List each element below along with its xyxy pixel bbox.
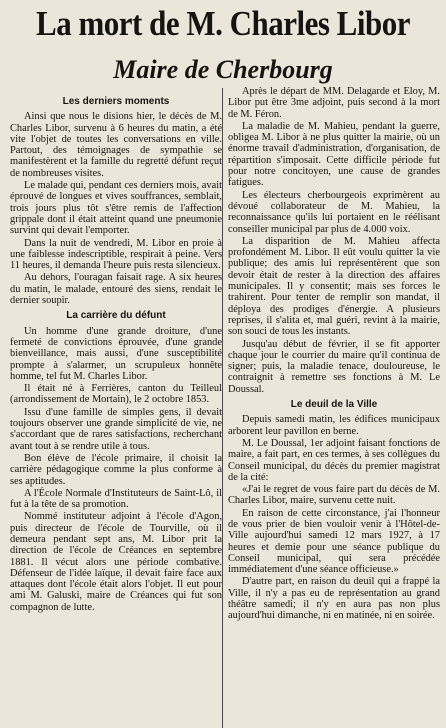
paragraph: A l'École Normale d'Instituteurs de Saint-Lô, il fut à la tête de sa promotion.	[10, 487, 222, 511]
section-heading: Les derniers moments	[62, 96, 170, 107]
paragraph: Dans la nuit de vendredi, M. Libor en proie à une faiblesse indescriptible, respirait à peine. Vers 11 heures, il demanda l'heure puis resta silencieux.	[10, 237, 222, 272]
paragraph: Jusqu'au début de février, il se fit apporter chaque jour le courrier du maire qu'il continua de signer; puis, la maladie tenace, douloureuse, le contraignit à remettre ses fonctions à M. Le Doussal.	[228, 338, 440, 395]
paragraph: D'autre part, en raison du deuil qui a frappé la Ville, il n'y a pas eu de représentation au grand théâtre samedi; il n'y en aura pas non plus aujourd'hui dimanche, ni en matinée, ni en soirée.	[228, 576, 440, 622]
paragraph: M. Le Doussal, 1er adjoint faisant fonctions de maire, a fait part, en ces termes, à ses collègues du Conseil municipal, du décès du premier magistrat de la cité:	[228, 437, 440, 483]
paragraph: «J'ai le regret de vous faire part du décès de M. Charles Libor, maire, survenu cette nuit.	[228, 484, 440, 507]
right-column	[228, 86, 440, 726]
section-heading: Le deuil de la Ville	[290, 399, 378, 411]
paragraph: Un homme d'une grande droiture, d'une fermeté de convictions éprouvée, d'une grande bienveillance, mais aussi, d'une susceptibilité prompte à s'alarmer, un scrupuleux honnête homme, tel fut M. Charles Libor.	[10, 325, 222, 382]
column-divider	[222, 88, 223, 728]
headline: La mort de M. Charles Libor	[36, 3, 410, 44]
section-heading: La carrière du défunt	[66, 310, 166, 322]
paragraph: Il était né à Ferrières, canton du Teilleul (arrondissement de Mortain), le 2 octobre 1853.	[10, 383, 222, 406]
paragraph: En raison de cette circonstance, j'ai l'honneur de vous prier de bien vouloir venir à l'Hôtel-de-Ville aujourd'hui samedi 12 mars 1927, à 17 heures et demie pour une séance publique du Conseil municipal, qui sera précédée immédiatement d'une séance officieuse.»	[228, 507, 440, 576]
paragraph: Bon élève de l'école primaire, il choisit la carrière pédagogique comme la plus conforme à ses aptitudes.	[10, 452, 222, 487]
subheadline: Maire de Cherbourg	[113, 55, 333, 84]
paragraph: La disparition de M. Mahieu affecta profondément M. Libor. Il eût voulu quitter la vie publique; des amis lui représentèrent que son devoir était de rester à la direction des affaires municipales. Il y consentit; mais ses forces le trahirent. Pour tenter de remplir son mandat, il déploya des prodiges d'énergie. A plusieurs reprises, il s'alita et, mal guéri, revint à la mairie, son souci de tous les instants.	[228, 235, 440, 338]
paragraph: Nommé instituteur adjoint à l'école d'Agon, puis directeur de l'école de Tourville, où il demeura pendant sept ans, M. Libor prit la direction de l'école de Créances en septembre 1881. Il vécut alors une période combative. Défenseur de l'idée laïque, il devait faire face aux attaques dont l'école était alors l'objet. Il eut pour ami M. Galuski, maire de Créances qui fut son compagnon de lutte.	[10, 511, 222, 613]
paragraph: La maladie de M. Mahieu, pendant la guerre, obligea M. Libor à ne plus quitter la mairie, où un énorme travail d'administration, d'organisation, de répartition s'imposait. Cette difficile période fut pour notre concitoyen, une cause de grandes fatigues.	[228, 120, 440, 189]
paragraph: Après le départ de MM. Delagarde et Eloy, M. Libor put être 3me adjoint, puis second à la mort de M. Féron.	[228, 86, 440, 120]
paragraph: Ainsi que nous le disions hier, le décès de M. Charles Libor, survenu à 6 heures du matin, a été vite l'objet de toutes les conversations en ville. Partout, des témoignages de sympathie se manifestèrent et la famille du regretté défunt reçut de nombreuses visites.	[10, 111, 222, 179]
left-column	[10, 92, 222, 726]
paragraph: Depuis samedi matin, les édifices municipaux arborent leur pavillon en berne.	[228, 414, 440, 437]
paragraph: Le malade qui, pendant ces derniers mois, avait éprouvé de longues et vives souffrances, semblait, trois jours plus tôt s'être remis de l'affection grippale dont il était atteint quand une pneumonie survint qui devait l'emporter.	[10, 180, 222, 237]
paragraph: Issu d'une famille de simples gens, il devait toujours observer une grande simplicité de vie, ne s'accordant que de rares satisfactions, recherchant avant tout à se rendre utile à tous.	[10, 406, 222, 452]
paragraph: Au dehors, l'ouragan faisait rage. A six heures du matin, le malade, entouré des siens, rendait le dernier soupir.	[10, 272, 222, 307]
paragraph: Les électeurs cherbourgeois exprimèrent au dévoué collaborateur de M. Mahieu, la reconnaissance qu'ils lui portaient en le réélisant conseiller municipal par plus de 4.000 voix.	[228, 189, 440, 235]
